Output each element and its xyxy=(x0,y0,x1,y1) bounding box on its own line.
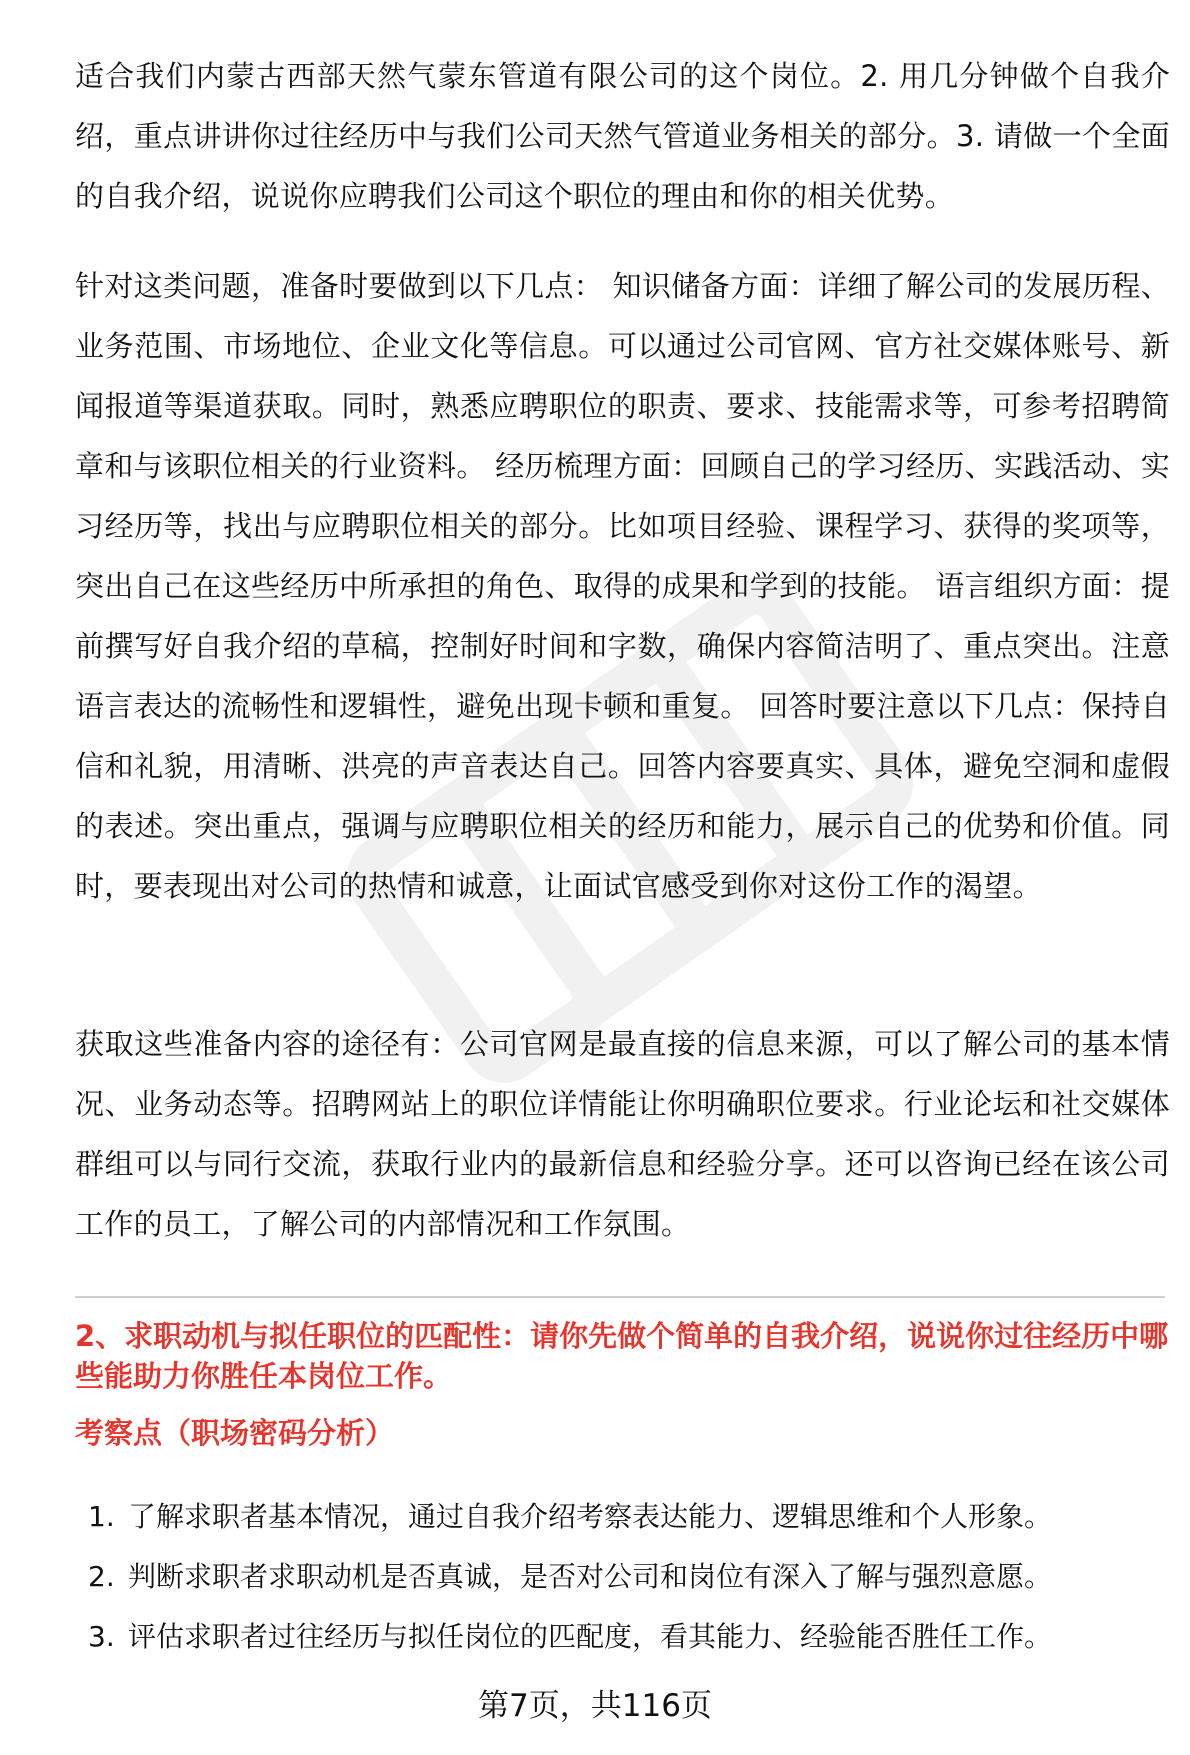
list-item-number: 2. xyxy=(88,1560,115,1593)
body-paragraph: 针对这类问题，准备时要做到以下几点： 知识储备方面：详细了解公司的发展历程、业务范围、市场地位、企业文化等信息。可以通过公司官网、官方社交媒体账号、新闻报道等渠道获取。同时，熟悉应聘职位的职责、要求、技能需求等，可参考招聘简章和与该职位相关的行业资料。 经历梳理方面：回顾自己的学习经历、实践活动、实习经历等，找出与应聘职位相关的部分。比如项目经验、课程学习、获得的奖项等，突出自己在这些经历中所承担的角色、取得的成果和学到的技能。 语言组织方面：提前撰写好自我介绍的草稿，控制好时间和字数，确保内容简洁明了、重点突出。注意语言表达的流畅性和逻辑性，避免出现卡顿和重复。 回答时要注意以下几点：保持自信和礼貌，用清晰、洪亮的声音表达自己。回答内容要真实、具体，避免空洞和虚假的表述。突出重点，强调与应聘职位相关的经历和能力，展示自己的优势和价值。同时，要表现出对公司的热情和诚意，让面试官感受到你对这份工作的渴望。 xyxy=(75,269,1170,903)
list-item-number: 3. xyxy=(88,1620,115,1653)
body-paragraph: 适合我们内蒙古西部天然气蒙东管道有限公司的这个岗位。2. 用几分钟做个自我介绍，重点讲讲你过往经历中与我们公司天然气管道业务相关的部分。3. 请做一个全面的自我介绍，说说你应聘我们公司这个职位的理由和你的相关优势。 xyxy=(75,59,1170,213)
list-item-text: 评估求职者过往经历与拟任岗位的匹配度，看其能力、经验能否胜任工作。 xyxy=(128,1620,1053,1653)
list-item xyxy=(88,1547,1158,1607)
list-item xyxy=(88,1607,1158,1667)
question-title: 2、求职动机与拟任职位的匹配性：请你先做个简单的自我介绍，说说你过往经历中哪些能助力你胜任本岗位工作。 xyxy=(75,1319,1169,1393)
section-divider xyxy=(75,1296,1165,1298)
body-paragraph: 获取这些准备内容的途径有：公司官网是最直接的信息来源，可以了解公司的基本情况、业务动态等。招聘网站上的职位详情能让你明确职位要求。行业论坛和社交媒体群组可以与同行交流，获取行业内的最新信息和经验分享。还可以咨询已经在该公司工作的员工，了解公司的内部情况和工作氛围。 xyxy=(75,1027,1170,1241)
list-item-number: 1. xyxy=(88,1500,115,1533)
section-label: 考察点（职场密码分析） xyxy=(75,1416,395,1450)
list-item xyxy=(88,1487,1158,1547)
list-item-text: 判断求职者求职动机是否真诚，是否对公司和岗位有深入了解与强烈意愿。 xyxy=(128,1560,1053,1593)
assessment-points-list xyxy=(88,1487,1158,1667)
list-item-text: 了解求职者基本情况，通过自我介绍考察表达能力、逻辑思维和个人形象。 xyxy=(128,1500,1053,1533)
page-number: 第7页，共116页 xyxy=(478,1688,712,1724)
